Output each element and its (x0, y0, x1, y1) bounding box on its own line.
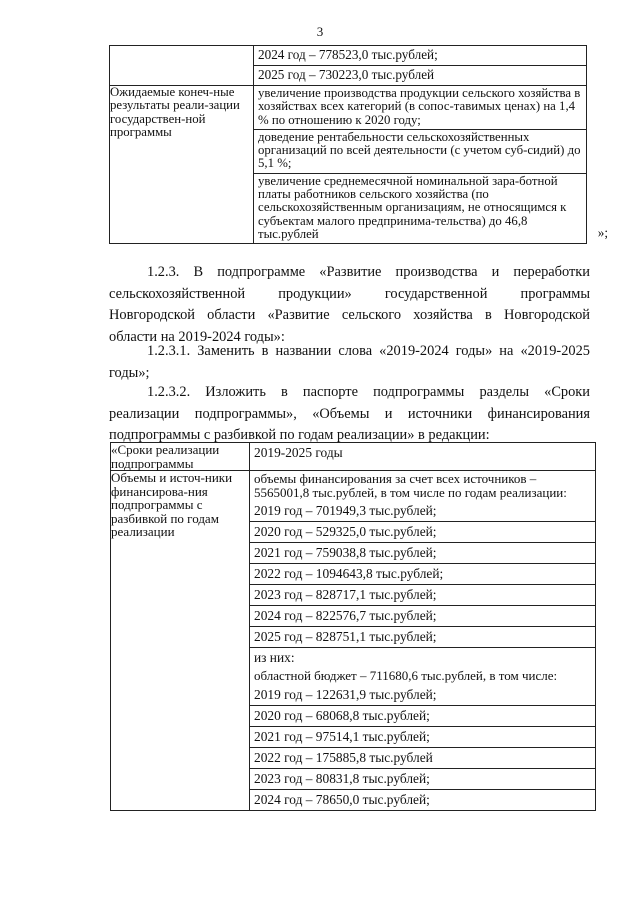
program-passport-table (109, 45, 608, 244)
funding-volume-cell (250, 471, 596, 811)
subprogram-passport-table (110, 442, 596, 811)
regional-2021: 2021 год – 97514,1 тыс.рублей; (250, 726, 595, 747)
regional-2023: 2023 год – 80831,8 тыс.рублей; (250, 768, 595, 789)
result-production-growth: увеличение производства продукции сельского хозяйства в хозяйствах всех категорий (в сопос-тавимых ценах) на 1,4 % по отношению к 2020 году; (258, 86, 581, 127)
paragraph-1-2-3: 1.2.3. В подпрограмме «Развитие производства и переработки сельскохозяйственной продукции» государственной программы Новгородской области «Развитие сельского хозяйства в Новгородской области на 2019-2024 годы»: (109, 264, 590, 345)
result-profitability: доведение рентабельности сельскохозяйственных организаций по всей деятельности (с учетом суб-сидий) до 5,1 %; (254, 129, 586, 173)
table1-empty-cell (110, 46, 254, 86)
all-sources-2020: 2020 год – 529325,0 тыс.рублей; (250, 521, 595, 542)
of-them-label: из них: (250, 647, 595, 668)
table1-funding-years-cell (254, 46, 587, 86)
all-sources-2021: 2021 год – 759038,8 тыс.рублей; (250, 542, 595, 563)
funding-line-2025: 2025 год – 730223,0 тыс.рублей (254, 65, 586, 85)
regional-2024: 2024 год – 78650,0 тыс.рублей; (250, 789, 595, 810)
implementation-period-label: «Сроки реализации подпрограммы (111, 443, 250, 471)
result-wages: увеличение среднемесячной номинальной зара-ботной платы работников сельского хозяйства (по сельскохозяйственным организациям, не относящимся к субъектам малого предпринима-тельства) до 46,8 тыс.рублей (254, 173, 586, 243)
regional-budget-intro: областной бюджет – 711680,6 тыс.рублей, в том числе: (254, 668, 558, 683)
regional-2019: 2019 год – 122631,9 тыс.рублей; (254, 686, 437, 702)
all-sources-2023: 2023 год – 828717,1 тыс.рублей; (250, 584, 595, 605)
regional-2022: 2022 год – 175885,8 тыс.рублей (250, 747, 595, 768)
expected-results-cell (254, 86, 608, 244)
all-sources-2024: 2024 год – 822576,7 тыс.рублей; (250, 605, 595, 626)
closing-quote: »; (597, 225, 608, 241)
expected-results-label: Ожидаемые конеч-ные результаты реали-зации государствен-ной программы (110, 86, 254, 244)
paragraph-1-2-3-2: 1.2.3.2. Изложить в паспорте подпрограммы разделы «Сроки реализации подпрограммы», «Объемы и источники финансирования подпрограммы с разбивкой по годам реализации» в редакции: (109, 384, 590, 443)
all-sources-2022: 2022 год – 1094643,8 тыс.рублей; (250, 563, 595, 584)
paragraph-1-2-3-1: 1.2.3.1. Заменить в названии слова «2019-2024 годы» на «2019-2025 годы»; (109, 343, 590, 381)
all-sources-2025: 2025 год – 828751,1 тыс.рублей; (250, 626, 595, 647)
funding-intro: объемы финансирования за счет всех источников – 5565001,8 тыс.рублей, в том числе по годам реализации: (254, 471, 567, 500)
page-number: 3 (316, 24, 324, 39)
implementation-period-value: 2019-2025 годы (250, 443, 596, 471)
funding-line-2024: 2024 год – 778523,0 тыс.рублей; (258, 47, 438, 62)
funding-volume-label: Объемы и источ-ники финансирова-ния подпрограммы с разбивкой по годам реализации (111, 471, 250, 811)
regional-2020: 2020 год – 68068,8 тыс.рублей; (250, 705, 595, 726)
all-sources-2019: 2019 год – 701949,3 тыс.рублей; (254, 503, 437, 518)
